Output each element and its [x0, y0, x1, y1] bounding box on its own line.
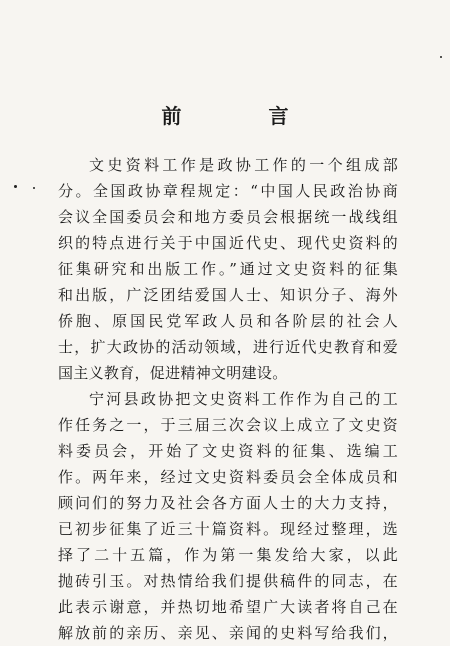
scan-speck: [33, 187, 35, 189]
paragraph-2: [58, 386, 398, 646]
text-line: 文史资料工作是政协工作的一个组成部: [89, 156, 398, 174]
text-line: 和出版，广泛团结爱国人士、知识分子、海外: [58, 286, 398, 304]
text-line: 会议全国委员会和地方委员会根据统一战线组: [58, 208, 398, 226]
text-line: 抛砖引玉。对热情给我们提供稿件的同志，在: [58, 572, 398, 590]
text-line: 此表示谢意，并热切地希望广大读者将自己在: [58, 598, 398, 616]
document-body: [58, 152, 398, 646]
text-line: 织的特点进行关于中国近代史、现代史资料的: [58, 234, 398, 252]
page-title: 前 言: [161, 104, 329, 128]
text-line: 料委员会，开始了文史资料的征集、选编工: [58, 442, 398, 460]
text-line: 分。全国政协章程规定：“中国人民政治协商: [58, 182, 398, 200]
scan-speck: [440, 56, 442, 58]
text-line: 征集研究和出版工作。”通过文史资料的征集: [58, 260, 398, 278]
text-line: 宁河县政协把文史资料工作作为自己的工: [89, 390, 398, 408]
text-line: 国主义教育，促进精神文明建设。: [58, 364, 288, 382]
text-line: 已初步征集了近三十篇资料。现经过整理，选: [58, 520, 398, 538]
text-line: 顾问们的努力及社会各方面人士的大力支持，: [58, 494, 398, 512]
text-line: 作。两年来，经过文史资料委员会全体成员和: [58, 468, 398, 486]
paragraph-1: [58, 152, 398, 386]
text-line: 士，扩大政协的活动领域，进行近代史教育和爱: [58, 338, 398, 356]
text-line: 解放前的亲历、亲见、亲闻的史料写给我们，: [58, 624, 398, 642]
text-line: 作任务之一，于三届三次会议上成立了文史资: [58, 416, 398, 434]
text-line: 择了二十五篇，作为第一集发给大家，以此: [58, 546, 398, 564]
scan-speck: [14, 185, 17, 188]
text-line: 侨胞、原国民党军政人员和各阶层的社会人: [58, 312, 398, 330]
